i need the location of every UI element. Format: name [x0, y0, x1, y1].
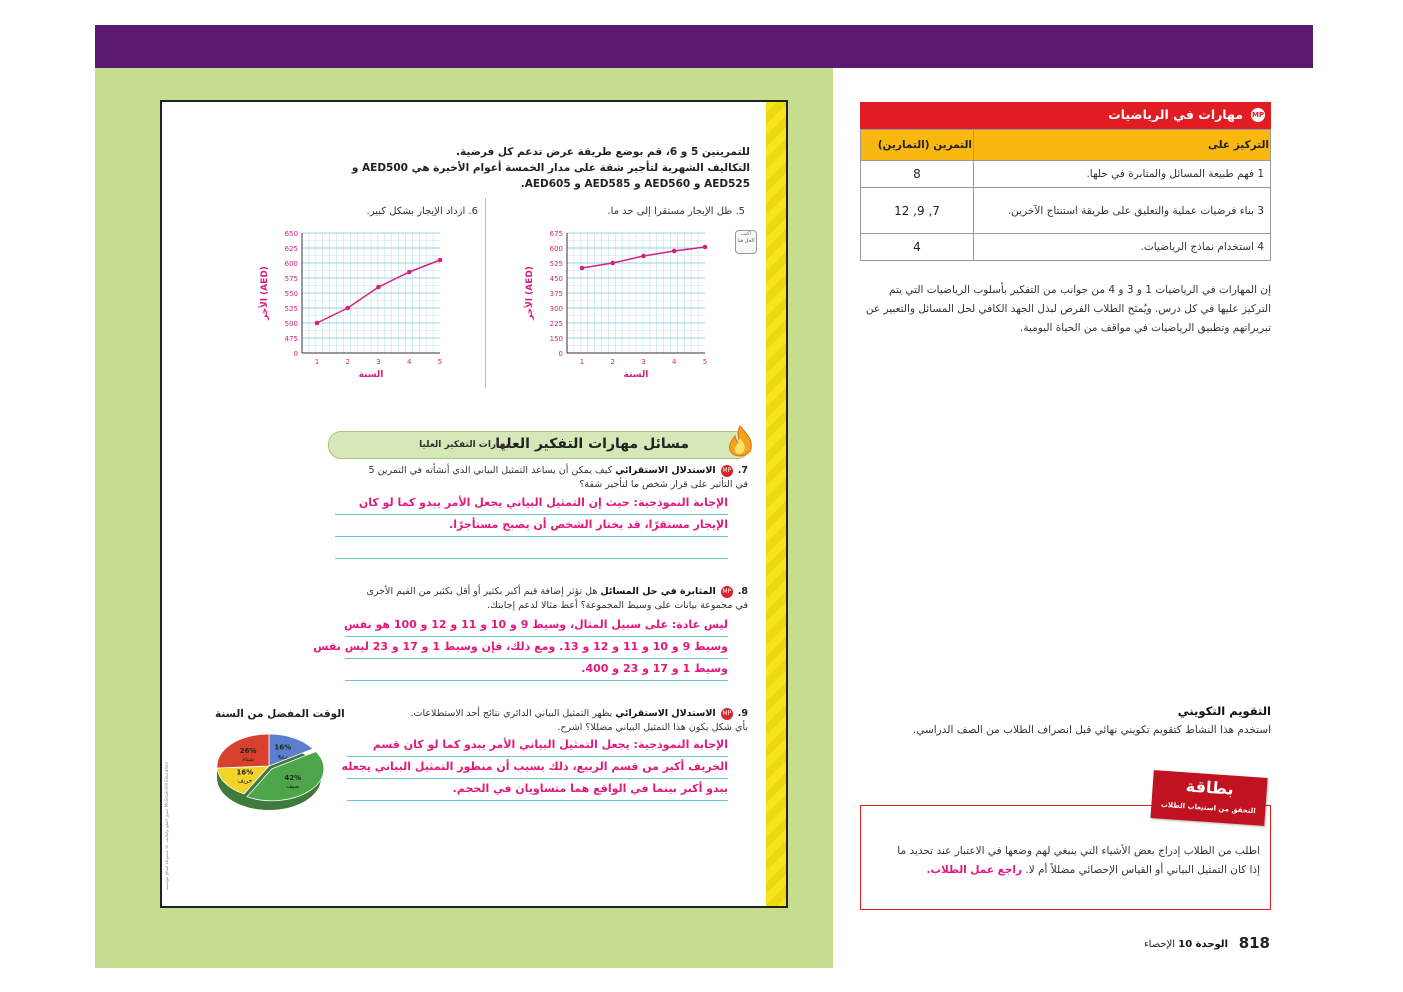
x-tick-label: 2 [610, 358, 615, 366]
pie-chart-title: الوقت المفضل من السنة [215, 708, 345, 720]
mp-badge-icon: MP [721, 586, 733, 598]
q9-text-1: يظهر التمثيل البياني الدائري نتائج أحد الاستطلاعات. [410, 708, 613, 719]
y-tick-label: 0 [293, 350, 298, 358]
slice-category-label: شتاء [242, 755, 254, 763]
q7-answer-1: الإجابة النموذجية: حيث إن التمثيل البياني يجعل الأمر يبدو كما لو كان [335, 492, 728, 515]
data-point [315, 321, 320, 326]
y-tick-label: 500 [284, 320, 298, 328]
q9-tag: الاستدلال الاستقرائي [615, 708, 716, 719]
q8-answer-3: وسيط 1 و 17 و 23 و 400. [345, 658, 728, 681]
data-point [407, 270, 412, 275]
q7-text-2: في التأثير على قرار شخص ما لتأجير شقة؟ [579, 479, 748, 490]
intro-line-3: AED525 و AED560 و AED585 و AED605. [520, 178, 750, 190]
row-exercises: 4 [861, 234, 974, 261]
y-tick-label: 550 [284, 290, 298, 298]
x-tick-label: 1 [314, 358, 320, 366]
y-tick-label: 625 [284, 245, 298, 253]
y-axis-label: الأجر (AED) [260, 266, 270, 320]
exit-card-subtitle: التحقق من استيعاب الطلاب [1160, 800, 1256, 816]
chart-divider [485, 198, 486, 388]
q8-text-2: في مجموعة بيانات على وسيط المجموعة؟ أعط مثالا لدعم إجابتك. [487, 600, 748, 611]
question-8 [340, 585, 748, 613]
row-focus: 3 بناء فرضيات عملية والتعليق على طريقة استنتاج الآخرين. [974, 188, 1271, 234]
x-tick-label: 3 [641, 358, 646, 366]
top-banner [95, 25, 1313, 68]
q7-text-1: كيف يمكن أن يساعد التمثيل البياني الذي أنشأته في التمرين 5 [368, 465, 613, 476]
q7-number: 7. [737, 465, 748, 476]
exit-card-text [890, 842, 1260, 880]
page-number: 818 [1238, 934, 1270, 952]
q8-tag: المثابرة في حل المسائل [600, 586, 716, 597]
side-credit: حقوق الطبع والتأليف © محفوظة لصالح مؤسسة McGraw-Hill Education [164, 762, 169, 890]
chart-5-svg [520, 225, 720, 385]
data-point [672, 249, 677, 254]
q9-answer-3: يبدو أكبر بينما في الواقع هما متساويان في الحجم. [347, 778, 728, 801]
practices-header [860, 102, 1271, 129]
col-exercises: التمرين (التمارين) [861, 130, 974, 161]
exercise-6-label: 6. ازداد الإيجار بشكل كبير. [366, 206, 478, 217]
chart-exercise-5 [520, 225, 720, 385]
hots-banner [328, 431, 750, 459]
data-point [345, 306, 350, 311]
data-point [580, 266, 585, 271]
unit-label: الوحدة 10 [1178, 939, 1228, 950]
slice-value-label: 42% [284, 773, 302, 782]
unit-title: الإحصاء [1143, 939, 1176, 950]
formative-title: التقويم التكويني [1177, 704, 1271, 718]
formative-text: استخدم هذا النشاط كتقويم تكويني نهائي قبل انصراف الطلاب من الصف الدراسي. [912, 724, 1271, 736]
hots-subtitle: مهارات التفكير العليا [419, 440, 511, 450]
slice-value-label: 16% [274, 743, 292, 752]
exit-card-title: بطاقة [1185, 776, 1235, 799]
table-header-row [861, 130, 1271, 161]
y-tick-label: 225 [549, 320, 563, 328]
slice-category-label: ربيع [277, 752, 288, 760]
table-row [861, 234, 1271, 261]
row-focus: 4 استخدام نماذج الرياضيات. [974, 234, 1271, 261]
y-tick-label: 475 [284, 335, 298, 343]
y-tick-label: 525 [284, 305, 298, 313]
slice-value-label: 26% [239, 746, 257, 755]
pie-chart [212, 726, 342, 816]
x-tick-label: 4 [672, 358, 677, 366]
practices-title: مهارات في الرياضيات [1108, 107, 1243, 122]
exercise-5-label: 5. ظل الإيجار مستقرا إلى حد ما. [607, 206, 745, 217]
question-7 [340, 464, 748, 492]
slice-category-label: خريف [237, 777, 253, 785]
x-axis-label: السنة [623, 370, 649, 380]
exit-card-link: راجع عمل الطلاب. [926, 864, 1023, 876]
y-tick-label: 375 [549, 290, 563, 298]
y-tick-label: 300 [549, 305, 563, 313]
col-focus: التركيز على [974, 130, 1271, 161]
row-exercises: 7, 9, 12 [861, 188, 974, 234]
mp-badge-icon: MP [721, 708, 733, 720]
y-tick-label: 525 [549, 260, 563, 268]
data-point [641, 254, 646, 259]
flame-icon [725, 424, 755, 460]
row-exercises: 8 [861, 161, 974, 188]
x-tick-label: 5 [702, 358, 708, 366]
mp-icon: MP [1251, 108, 1265, 122]
y-tick-label: 0 [558, 350, 563, 358]
intro-text [340, 144, 750, 192]
row-focus: 1 فهم طبيعة المسائل والمثابرة في حلها. [974, 161, 1271, 188]
x-axis-label: السنة [358, 370, 384, 380]
table-row [861, 188, 1271, 234]
practices-table [860, 129, 1271, 261]
q9-answer-2: الخريف أكبر من قسم الربيع، ذلك بسبب أن منظور التمثيل البياني يجعله [347, 756, 728, 779]
y-tick-label: 650 [284, 230, 298, 238]
hots-title: مسائل مهارات التفكير العليا [495, 436, 689, 452]
q7-tag: الاستدلال الاستقرائي [615, 465, 716, 476]
page-edge-stripe [766, 102, 786, 906]
q8-answer-1: ليس عادة: على سبيل المثال، وسيط 9 و 10 و 11 و 12 و 100 هو نفس [345, 614, 728, 637]
footer-unit [1144, 939, 1228, 950]
y-tick-label: 600 [284, 260, 298, 268]
chart-6-svg [255, 225, 455, 385]
exit-card-tag [1150, 770, 1267, 826]
table-row [861, 161, 1271, 188]
x-tick-label: 2 [345, 358, 350, 366]
series-line [317, 260, 440, 323]
y-tick-label: 600 [549, 245, 563, 253]
x-tick-label: 1 [579, 358, 585, 366]
y-tick-label: 450 [549, 275, 563, 283]
y-tick-label: 675 [549, 230, 563, 238]
data-point [610, 261, 615, 266]
chart-exercise-6 [255, 225, 455, 385]
think-icon: اكتب الحل هنا [735, 230, 757, 254]
x-tick-label: 3 [376, 358, 381, 366]
data-point [438, 258, 443, 263]
q7-answer-2: الإيجار مستقرًا، قد يختار الشخص أن يصبح مستأجرًا. [335, 514, 728, 537]
q8-answer-2: وسيط 9 و 10 و 11 و 12 و 13. ومع ذلك، فإن وسيط 1 و 17 و 23 ليس نفس [345, 636, 728, 659]
intro-line-2: التكاليف الشهرية لتأجير شقة على مدار الخمسة أعوام الأخيرة هي AED500 و [351, 162, 750, 174]
practices-paragraph: إن المهارات في الرياضيات 1 و 3 و 4 من جوانب من التفكير بأسلوب الرياضيات التي يتم التركيز عليها في كل درس. ويُمنَح الطلاب الفرص لبذل الجهد الكافي لحل المسائل والتعبير عن تبريراتهم وتطبيق الرياضيات في مواقف من الحياة اليومية. [865, 284, 1271, 334]
y-tick-label: 575 [284, 275, 298, 283]
data-point [703, 245, 708, 250]
q8-text-1: هل تؤثر إضافة قيم أكبر بكثير أو أقل بكثير من القيم الأخرى [366, 586, 598, 597]
q8-number: 8. [737, 586, 748, 597]
slice-category-label: صيف [286, 782, 300, 790]
question-9 [345, 707, 748, 735]
q9-answer-1: الإجابة النموذجية: يجعل التمثيل البياني الأمر يبدو كما لو كان قسم [347, 734, 728, 757]
answer-line-blank [335, 557, 728, 559]
q9-text-2: بأي شكل يكون هذا التمثيل البياني مضللا؟ اشرح. [557, 722, 748, 733]
data-point [376, 285, 381, 290]
x-tick-label: 4 [407, 358, 412, 366]
pie-chart-svg [212, 726, 342, 816]
slice-value-label: 16% [236, 768, 254, 777]
exit-card-instruction: اطلب من الطلاب إدراج بعض الأشياء التي ينبغي لهم وضعها في الاعتبار عند تحديد ما إذا كان التمثيل البياني أو القياس الإحصائي مضللاً أم لا. [897, 845, 1260, 876]
y-tick-label: 150 [549, 335, 563, 343]
intro-line-1: للتمرينين 5 و 6، قم بوضع طريقة عرض تدعم كل فرضية. [456, 146, 750, 158]
x-tick-label: 5 [437, 358, 443, 366]
q9-number: 9. [737, 708, 748, 719]
mp-badge-icon: MP [721, 465, 733, 477]
y-axis-label: الأجر (AED) [525, 266, 535, 320]
